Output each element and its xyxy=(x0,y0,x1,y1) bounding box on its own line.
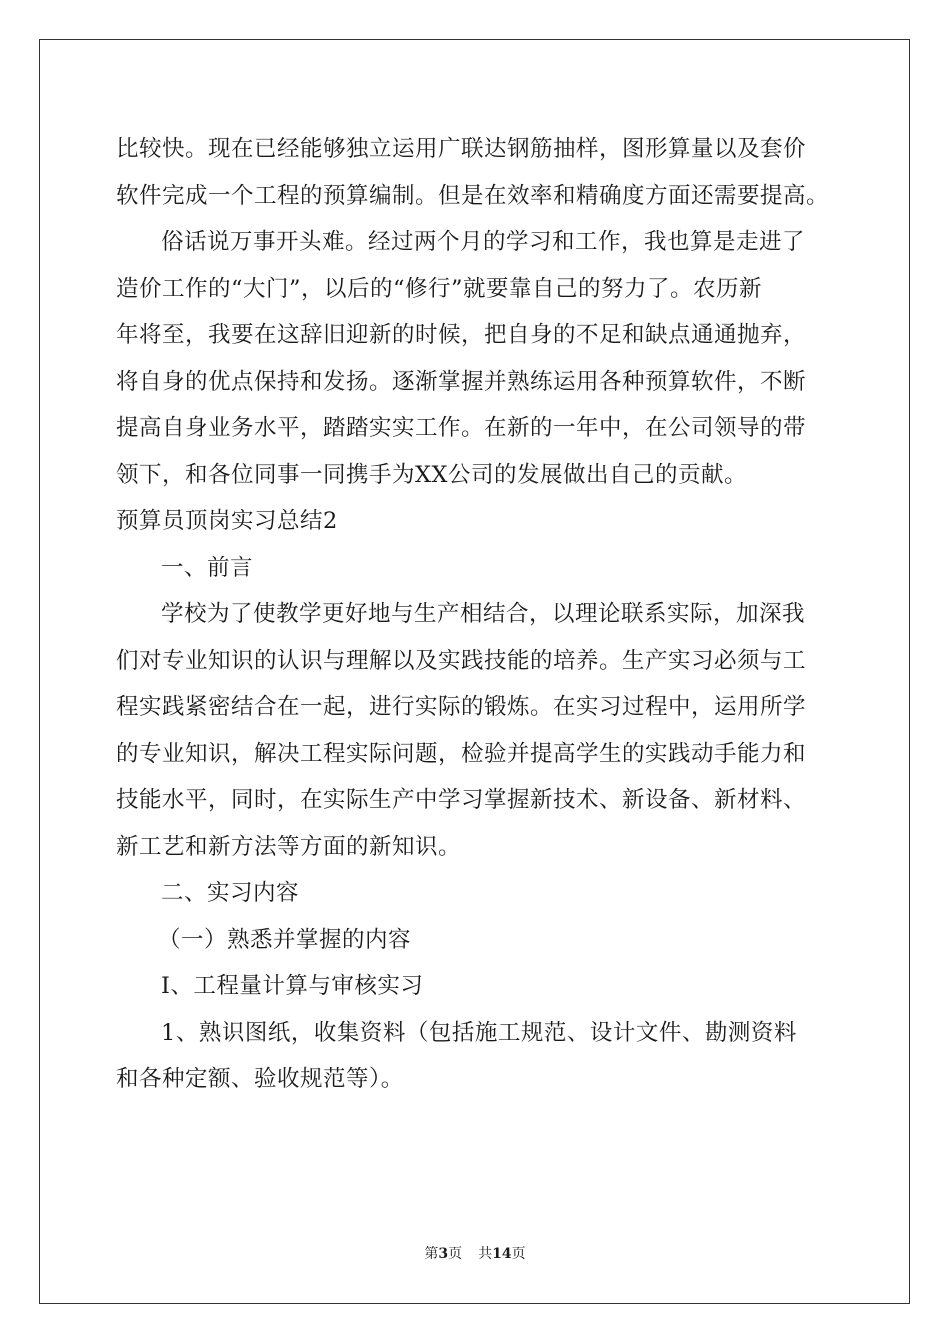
text-line: 程实践紧密结合在一起，进行实际的锻炼。在实习过程中，运用所学 xyxy=(116,694,807,720)
subheading: I、工程量计算与审核实习 xyxy=(161,973,424,999)
footer-page-prefix: 第 xyxy=(424,1246,439,1262)
text-line: 的专业知识，解决工程实际问题，检验并提高学生的实践动手能力和 xyxy=(116,740,807,767)
text-line: 领下，和各位同事一同携手为XX公司的发展做出自己的贡献。 xyxy=(116,461,748,488)
text-line: 将自身的优点保持和发扬。逐渐掌握并熟练运用各种预算软件，不断 xyxy=(116,368,807,395)
section-title: 预算员顶岗实习总结2 xyxy=(116,508,338,534)
text-line: 们对专业知识的认识与理解以及实践技能的培养。生产实习必须与工 xyxy=(116,647,807,674)
text-line: 提高自身业务水平，踏踏实实工作。在新的一年中，在公司领导的带 xyxy=(116,415,807,441)
heading-preface: 一、前言 xyxy=(161,554,254,581)
text-line: 造价工作的“大门”，以后的“修行”就要靠自己的努力了。农历新 xyxy=(116,275,763,302)
paragraph-start: 学校为了使教学更好地与生产相结合，以理论联系实际，加深我 xyxy=(161,601,806,627)
paragraph-start: 俗话说万事开头难。经过两个月的学习和工作，我也算是走进了 xyxy=(161,229,806,255)
text-line: 技能水平，同时，在实际生产中学习掌握新技术、新设备、新材料、 xyxy=(116,787,807,813)
footer-total-prefix: 共 xyxy=(478,1246,493,1262)
footer-total-pages: 14 xyxy=(492,1246,512,1262)
footer-total-suffix: 页 xyxy=(511,1246,526,1262)
text-line: 新工艺和新方法等方面的新知识。 xyxy=(116,833,462,860)
document-body xyxy=(116,126,840,1103)
subheading: （一）熟悉并掌握的内容 xyxy=(158,926,412,953)
footer-page-current: 3 xyxy=(438,1246,449,1262)
text-line: 比较快。现在已经能够独立运用广联达钢筋抽样，图形算量以及套价 xyxy=(116,136,807,162)
heading-content: 二、实习内容 xyxy=(161,880,300,906)
page-footer xyxy=(0,1244,950,1264)
text-line: 和各种定额、验收规范等）。 xyxy=(116,1066,404,1092)
list-item: 1、熟识图纸，收集资料（包括施工规范、设计文件、勘测资料 xyxy=(161,1019,797,1046)
text-line: 软件完成一个工程的预算编制。但是在效率和精确度方面还需要提高。 xyxy=(116,182,830,209)
footer-page-suffix: 页 xyxy=(448,1246,463,1262)
text-line: 年将至，我要在这辞旧迎新的时候，把自身的不足和缺点通通抛弃， xyxy=(116,322,807,348)
